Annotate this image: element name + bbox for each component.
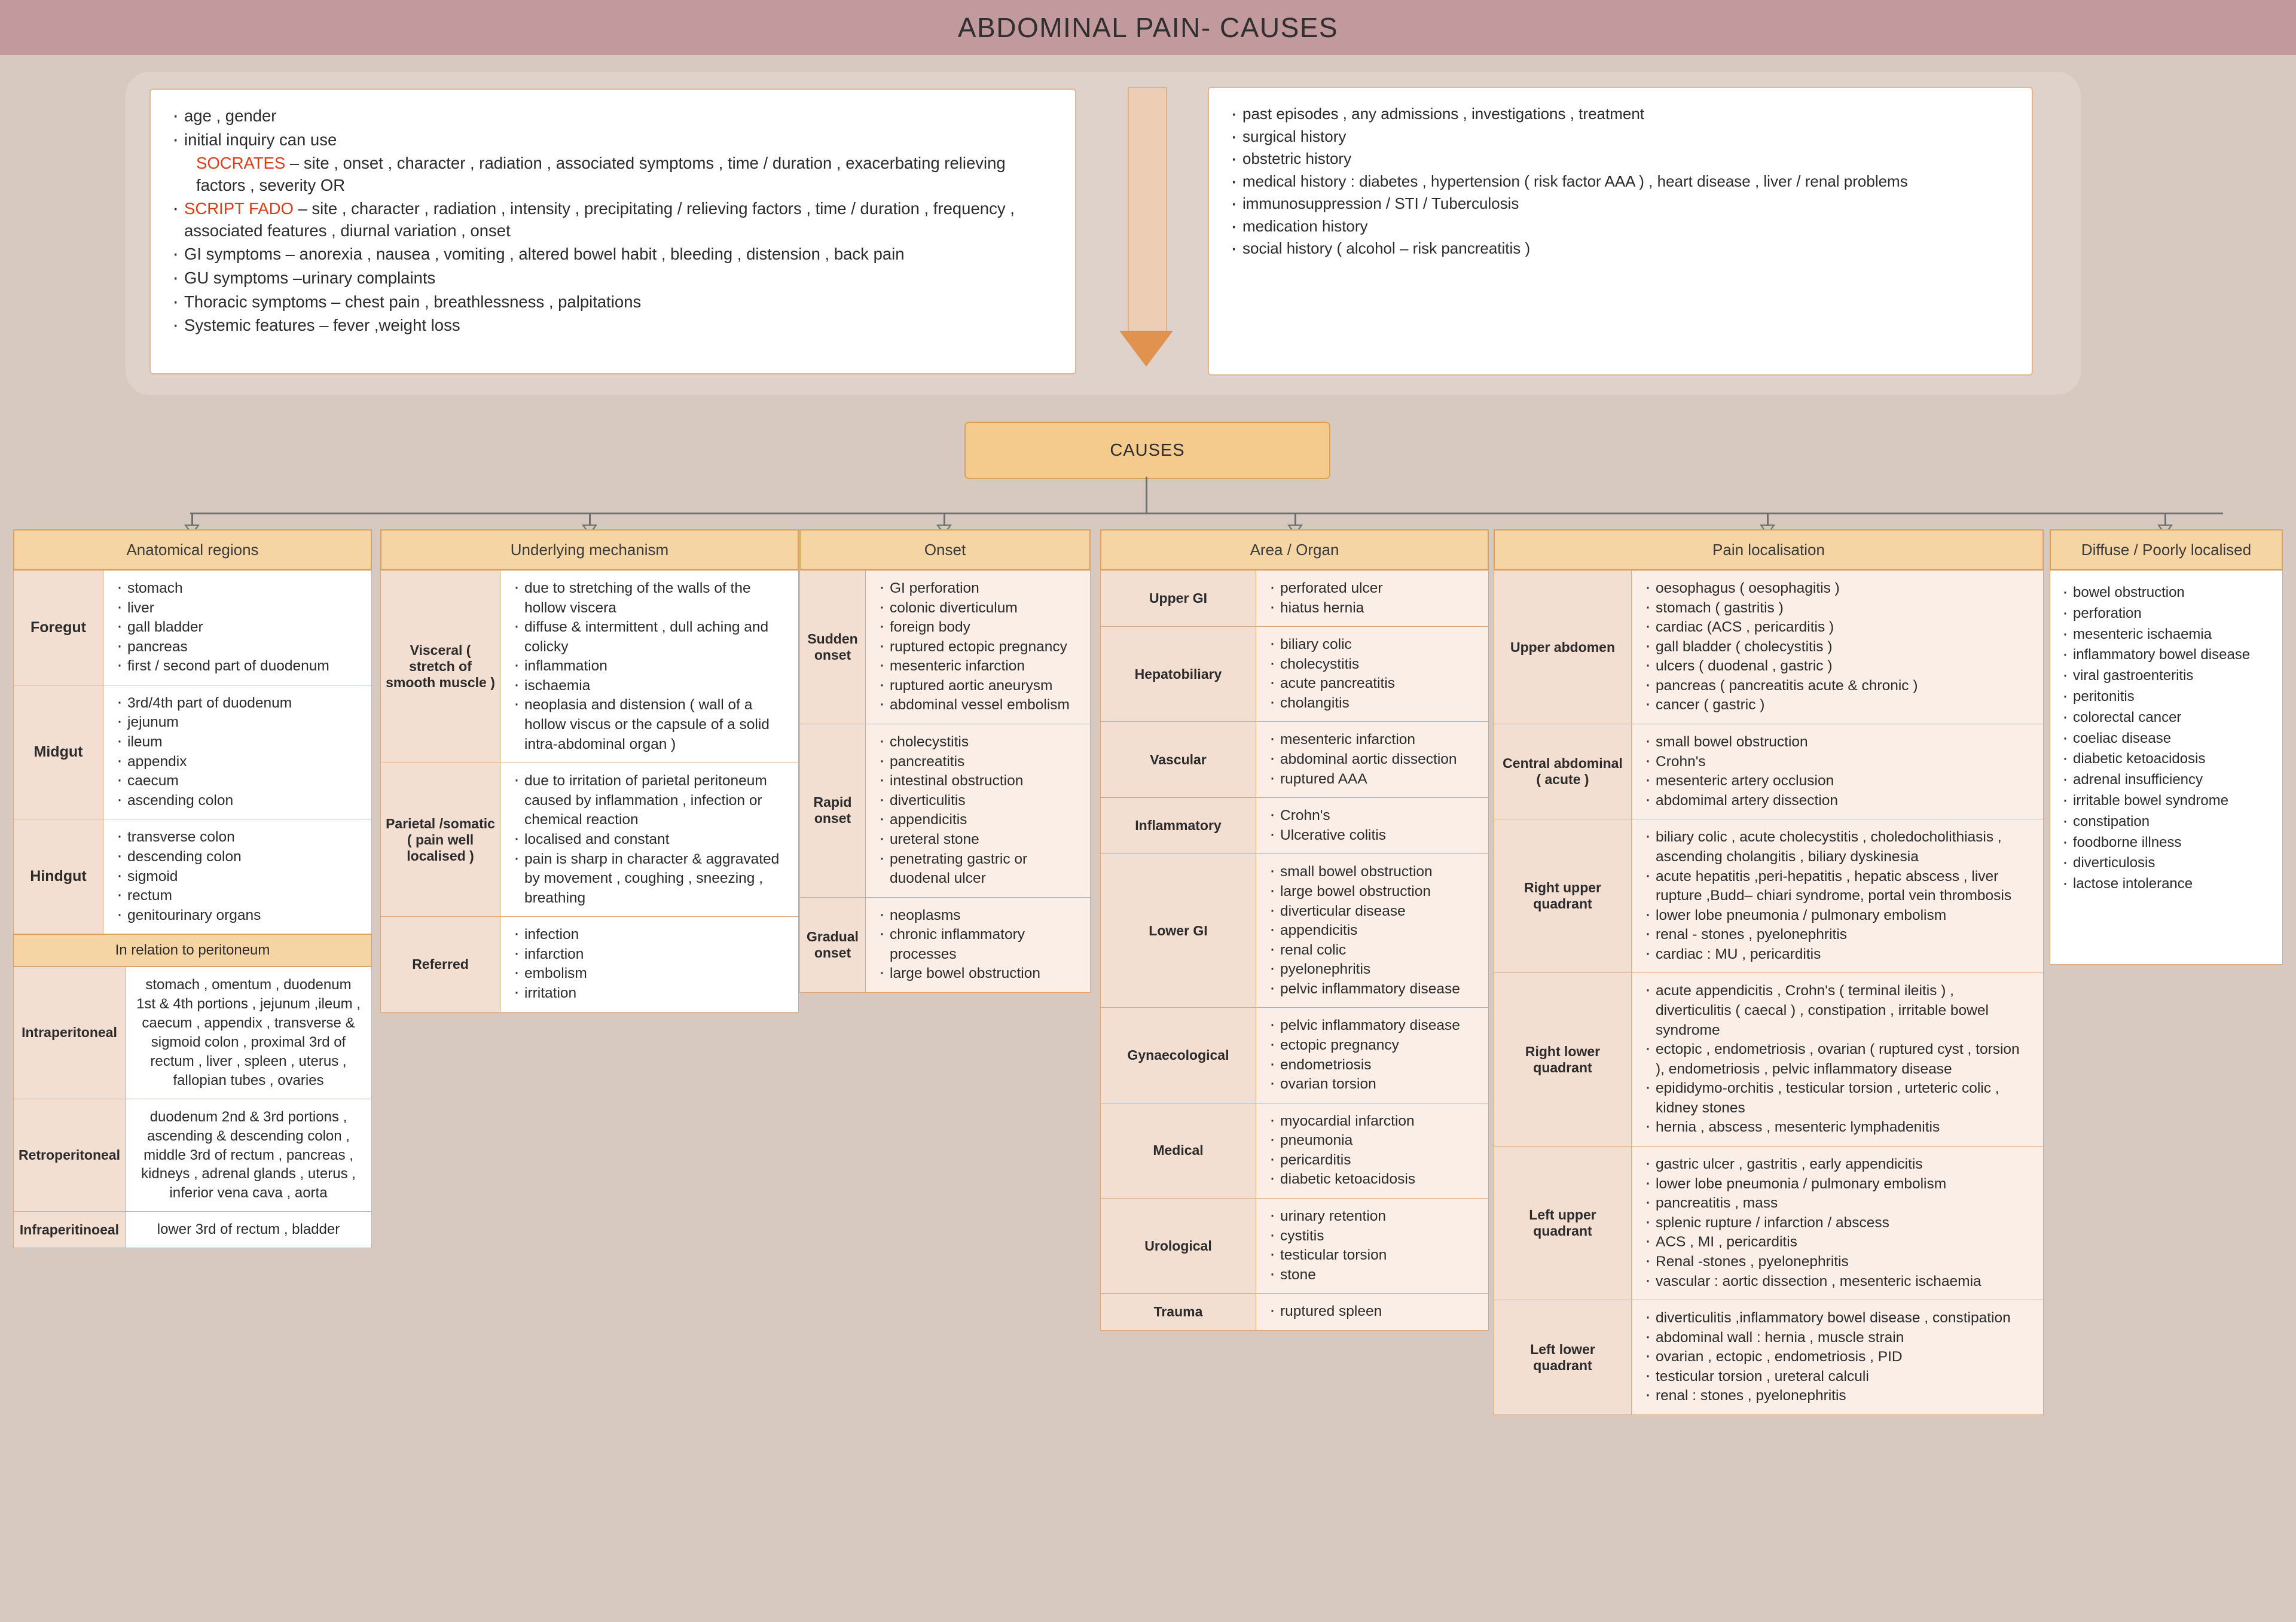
causes-label: CAUSES <box>1110 440 1185 460</box>
history-right-list <box>1227 103 2014 259</box>
row-content <box>1256 798 1489 854</box>
row-content <box>1632 1147 2044 1300</box>
list-item: · diabetic ketoacidosis <box>1267 1170 1477 1190</box>
list-item: · gall bladder ( cholecystitis ) <box>1642 638 2032 657</box>
list-item: · cardiac (ACS , pericarditis ) <box>1642 618 2032 638</box>
list-item: · abdominal aortic dissection <box>1267 750 1477 770</box>
list-item: · large bowel obstruction <box>1267 882 1477 902</box>
list-item: · ovarian , ectopic , endometriosis , PID <box>1642 1347 2032 1367</box>
list-item: · ectopic pregnancy <box>1267 1036 1477 1056</box>
list-item: · pancreatitis <box>877 752 1079 772</box>
table-row <box>14 967 372 1099</box>
list-item: · 3rd/4th part of duodenum <box>114 694 361 714</box>
row-label: Medical <box>1101 1103 1256 1198</box>
row-content <box>500 571 799 763</box>
column-underlying-mechanism <box>380 529 799 1013</box>
list-item: · ureteral stone <box>877 830 1079 850</box>
row-content <box>1256 571 1489 627</box>
list-item: · diabetic ketoacidosis <box>2062 748 2206 769</box>
mechanism-table <box>380 570 799 1013</box>
row-label: Referred <box>381 917 500 1012</box>
column-header-anatomical: Anatomical regions <box>13 529 372 570</box>
list-item: · mesenteric ischaemia <box>2062 623 2212 644</box>
anatomical-table <box>13 570 372 934</box>
row-label: Right upper quadrant <box>1494 819 1632 973</box>
column-header-diffuse: Diffuse / Poorly localised <box>2050 529 2283 570</box>
history-left-box <box>149 89 1076 374</box>
row-label: Intraperitoneal <box>14 967 126 1099</box>
list-item: · small bowel obstruction <box>1642 733 2032 752</box>
list-item: · descending colon <box>114 847 361 867</box>
list-item: · splenic rupture / infarction / abscess <box>1642 1214 2032 1233</box>
list-item: · renal : stones , pyelonephritis <box>1642 1386 2032 1406</box>
history-item: · age , gender <box>169 105 1057 127</box>
list-item: · vascular : aortic dissection , mesenteric ischaemia <box>1642 1272 2032 1292</box>
list-item: · ovarian torsion <box>1267 1075 1477 1094</box>
row-label: Left lower quadrant <box>1494 1300 1632 1415</box>
list-item: · ulcers ( duodenal , gastric ) <box>1642 657 2032 676</box>
list-item: · sigmoid <box>114 867 361 887</box>
list-item: · constipation <box>2062 810 2150 831</box>
history-item: SOCRATES – site , onset , character , radiation , associated symptoms , time / duration , exacerbating relieving factors , severity OR <box>196 154 1006 194</box>
list-item: · acute appendicitis , Crohn's ( terminal ileitis ) , diverticulitis ( caecal ) , constipation , irritable bowel syndrome <box>1642 981 2032 1040</box>
list-item: · transverse colon <box>114 828 361 847</box>
table-row <box>1494 973 2044 1147</box>
list-item: · biliary colic <box>1267 635 1477 655</box>
table-row <box>381 917 799 1012</box>
connector-drop-4 <box>1294 513 1296 526</box>
row-content <box>1256 1008 1489 1103</box>
list-item: · diverticulosis <box>2062 852 2155 873</box>
list-item: · diffuse & intermittent , dull aching and colicky <box>511 618 787 657</box>
table-row <box>800 571 1091 724</box>
list-item: · gall bladder <box>114 618 361 638</box>
list-item: · colorectal cancer <box>2062 706 2182 727</box>
list-item: · abdominal vessel embolism <box>877 696 1079 715</box>
list-item: · inflammatory bowel disease <box>2062 644 2251 664</box>
history-item: · past episodes , any admissions , investigations , treatment <box>1227 103 2014 124</box>
list-item: · perforated ulcer <box>1267 579 1477 599</box>
list-item: · infarction <box>511 945 787 965</box>
column-header-area-organ: Area / Organ <box>1100 529 1489 570</box>
causes-node <box>964 422 1330 479</box>
list-item: · endometriosis <box>1267 1056 1477 1075</box>
list-item: · due to stretching of the walls of the hollow viscera <box>511 579 787 618</box>
row-label: Right lower quadrant <box>1494 973 1632 1147</box>
list-item: · neoplasia and distension ( wall of a hollow viscus or the capsule of a solid intra-abdominal organ ) <box>511 696 787 754</box>
list-item: · appendicitis <box>1267 921 1477 941</box>
row-content <box>500 917 799 1012</box>
onset-table <box>799 570 1091 993</box>
row-content: lower 3rd of rectum , bladder <box>125 1212 371 1248</box>
list-item: · pancreas ( pancreatitis acute & chronic ) <box>1642 676 2032 696</box>
list-item: · testicular torsion , ureteral calculi <box>1642 1367 2032 1387</box>
flow-arrow-down-icon <box>1119 87 1173 374</box>
column-header-onset: Onset <box>799 529 1091 570</box>
history-item: · initial inquiry can use <box>169 129 1057 151</box>
table-row <box>1494 1147 2044 1300</box>
row-content <box>500 763 799 917</box>
row-content <box>1256 1103 1489 1198</box>
list-item: · myocardial infarction <box>1267 1112 1477 1132</box>
row-content: duodenum 2nd & 3rd portions , ascending & descending colon , middle 3rd of rectum , pancreas , kidneys , adrenal glands , uterus , inferior vena cava , aorta <box>125 1099 371 1212</box>
list-item: · ACS , MI , pericarditis <box>1642 1233 2032 1252</box>
list-item: · foreign body <box>877 618 1079 638</box>
list-item: · viral gastroenteritis <box>2062 665 2194 685</box>
list-item: · irritation <box>511 984 787 1004</box>
list-item: · first / second part of duodenum <box>114 657 361 676</box>
list-item: · pelvic inflammatory disease <box>1267 1016 1477 1036</box>
list-item: · perforation <box>2062 602 2142 623</box>
list-item: · rectum <box>114 886 361 906</box>
list-item: · ruptured aortic aneurysm <box>877 676 1079 696</box>
row-content <box>866 571 1091 724</box>
list-item: · lactose intolerance <box>2062 873 2193 894</box>
row-content: stomach , omentum , duodenum 1st & 4th portions , jejunum ,ileum , caecum , appendix , transverse & sigmoid colon , proximal 3rd of rectum , liver , spleen , uterus , fallopian tubes , ovaries <box>125 967 371 1099</box>
connector-horizontal-bus <box>190 513 2223 514</box>
list-item: · ascending colon <box>114 791 361 811</box>
list-item: · ruptured AAA <box>1267 770 1477 789</box>
row-label: Midgut <box>14 685 103 819</box>
row-content <box>866 897 1091 992</box>
row-content <box>103 685 372 819</box>
list-item: · mesenteric infarction <box>877 657 1079 676</box>
history-item: · medical history : diabetes , hypertension ( risk factor AAA ) , heart disease , liver / renal problems <box>1227 171 2014 192</box>
table-row <box>1101 571 1489 627</box>
history-item: · obstetric history <box>1227 148 2014 169</box>
list-item: · cholecystitis <box>1267 655 1477 675</box>
table-row <box>14 1099 372 1212</box>
row-label: Parietal /somatic ( pain well localised ) <box>381 763 500 917</box>
page-title: ABDOMINAL PAIN- CAUSES <box>957 12 1339 43</box>
list-item: · biliary colic , acute cholecystitis , choledocholithiasis , ascending cholangitis , biliary dyskinesia <box>1642 828 2032 867</box>
row-label: Inflammatory <box>1101 798 1256 854</box>
connector-drop-2 <box>589 513 591 526</box>
table-row <box>14 1212 372 1248</box>
row-content <box>1632 571 2044 724</box>
list-item: · cystitis <box>1267 1227 1477 1246</box>
list-item: · renal - stones , pyelonephritis <box>1642 925 2032 945</box>
column-header-pain-localisation: Pain localisation <box>1494 529 2044 570</box>
list-item: · diverticulitis ,inflammatory bowel disease , constipation <box>1642 1309 2032 1328</box>
list-item: · hiatus hernia <box>1267 599 1477 618</box>
row-label: Gynaecological <box>1101 1008 1256 1103</box>
list-item: · testicular torsion <box>1267 1246 1477 1266</box>
history-left-list <box>169 105 1057 337</box>
row-label: Left upper quadrant <box>1494 1147 1632 1300</box>
list-item: · due to irritation of parietal peritoneum caused by inflammation , infection or chemical reaction <box>511 772 787 830</box>
row-content <box>1632 724 2044 819</box>
table-row <box>1101 1103 1489 1198</box>
row-content <box>1632 973 2044 1147</box>
history-item: · GU symptoms –urinary complaints <box>169 267 1057 289</box>
connector-drop-6 <box>2164 513 2166 526</box>
row-label: Central abdominal ( acute ) <box>1494 724 1632 819</box>
table-row <box>1494 819 2044 973</box>
row-content <box>1632 1300 2044 1415</box>
list-item: · ruptured ectopic pregnancy <box>877 638 1079 657</box>
list-item: · stomach ( gastritis ) <box>1642 599 2032 618</box>
table-row <box>381 571 799 763</box>
history-item: · SCRIPT FADO – site , character , radiation , intensity , precipitating / relieving factors , time / duration , frequency , associated features , diurnal variation , onset <box>169 198 1057 242</box>
list-item: · Renal -stones , pyelonephritis <box>1642 1252 2032 1272</box>
table-row <box>1101 798 1489 854</box>
list-item: · irritable bowel syndrome <box>2062 789 2229 810</box>
history-item: · medication history <box>1227 216 2014 237</box>
list-item: · infection <box>511 925 787 945</box>
pain-localisation-table <box>1494 570 2044 1415</box>
column-anatomical-regions <box>13 529 372 1248</box>
list-item: · embolism <box>511 964 787 984</box>
table-row <box>14 571 372 685</box>
list-item: · gastric ulcer , gastritis , early appendicitis <box>1642 1155 2032 1175</box>
row-content <box>1256 854 1489 1008</box>
table-row <box>1494 1300 2044 1415</box>
page-title-bar <box>0 0 2296 55</box>
list-item: · urinary retention <box>1267 1207 1477 1227</box>
row-label: Sudden onset <box>800 571 866 724</box>
list-item: · GI perforation <box>877 579 1079 599</box>
list-item: · adrenal insufficiency <box>2062 769 2203 789</box>
list-item: · cancer ( gastric ) <box>1642 696 2032 715</box>
row-content <box>1256 1294 1489 1331</box>
list-item: · pericarditis <box>1267 1151 1477 1170</box>
connector-vertical <box>1146 477 1147 513</box>
row-content <box>1256 1199 1489 1294</box>
list-item: · foodborne illness <box>2062 831 2182 852</box>
list-item: · abdomimal artery dissection <box>1642 791 2032 811</box>
connector-drop-5 <box>1767 513 1769 526</box>
highlight-term: SOCRATES <box>196 154 286 173</box>
list-item: · bowel obstruction <box>2062 582 2185 602</box>
row-label: Lower GI <box>1101 854 1256 1008</box>
row-label: Urological <box>1101 1199 1256 1294</box>
table-row <box>14 819 372 934</box>
list-item: · stone <box>1267 1266 1477 1285</box>
history-item: · Thoracic symptoms – chest pain , breathlessness , palpitations <box>169 291 1057 313</box>
column-header-mechanism: Underlying mechanism <box>380 529 799 570</box>
table-row <box>14 685 372 819</box>
list-item: · ischaemia <box>511 676 787 696</box>
list-item: · Crohn's <box>1267 806 1477 826</box>
row-content <box>103 571 372 685</box>
list-item: · pancreas <box>114 638 361 657</box>
row-label: Vascular <box>1101 722 1256 798</box>
row-label: Hindgut <box>14 819 103 934</box>
history-item: · Systemic features – fever ,weight loss <box>169 315 1057 337</box>
area-organ-table <box>1100 570 1489 1331</box>
list-item: · diverticulitis <box>877 791 1079 811</box>
row-content <box>103 819 372 934</box>
table-row <box>800 724 1091 898</box>
row-label: Gradual onset <box>800 897 866 992</box>
list-item: · lower lobe pneumonia / pulmonary embolism <box>1642 906 2032 926</box>
list-item: · acute hepatitis ,peri-hepatitis , hepatic abscess , liver rupture ,Budd– chiari syndrome, portal vein thrombosis <box>1642 867 2032 906</box>
table-row <box>1494 571 2044 724</box>
history-item: · surgical history <box>1227 126 2014 147</box>
history-item: · social history ( alcohol – risk pancreatitis ) <box>1227 238 2014 259</box>
list-item: · small bowel obstruction <box>1267 862 1477 882</box>
row-label: Hepatobiliary <box>1101 627 1256 722</box>
column-onset <box>799 529 1091 993</box>
peritoneum-table <box>13 967 372 1248</box>
list-item: · hernia , abscess , mesenteric lymphadenitis <box>1642 1118 2032 1138</box>
list-item: · caecum <box>114 772 361 791</box>
list-item: · Ulcerative colitis <box>1267 826 1477 846</box>
list-item: · pain is sharp in character & aggravated by movement , coughing , sneezing , breathing <box>511 850 787 908</box>
list-item: · pneumonia <box>1267 1131 1477 1151</box>
list-item: · liver <box>114 599 361 618</box>
list-item: · colonic diverticulum <box>877 599 1079 618</box>
list-item: · acute pancreatitis <box>1267 674 1477 694</box>
list-item: · jejunum <box>114 713 361 733</box>
row-label: Trauma <box>1101 1294 1256 1331</box>
list-item: · pelvic inflammatory disease <box>1267 980 1477 999</box>
table-row <box>1101 1199 1489 1294</box>
list-item: · pancreatitis , mass <box>1642 1194 2032 1214</box>
peritoneum-band: In relation to peritoneum <box>13 934 372 967</box>
table-row <box>1101 627 1489 722</box>
table-row <box>381 763 799 917</box>
connector-drop-1 <box>191 513 193 526</box>
table-row <box>1101 722 1489 798</box>
list-item: · neoplasms <box>877 906 1079 926</box>
list-item: · oesophagus ( oesophagitis ) <box>1642 579 2032 599</box>
row-label: Retroperitoneal <box>14 1099 126 1212</box>
row-content <box>866 724 1091 898</box>
list-item: · localised and constant <box>511 830 787 850</box>
list-item: · inflammation <box>511 657 787 676</box>
list-item: · appendicitis <box>877 810 1079 830</box>
list-item: · cholecystitis <box>877 733 1079 752</box>
list-item: · ruptured spleen <box>1267 1302 1477 1322</box>
row-label: Rapid onset <box>800 724 866 898</box>
list-item: · appendix <box>114 752 361 772</box>
list-item: · renal colic <box>1267 941 1477 961</box>
row-label: Upper abdomen <box>1494 571 1632 724</box>
list-item: · ileum <box>114 733 361 752</box>
row-label: Visceral ( stretch of smooth muscle ) <box>381 571 500 763</box>
list-item: · penetrating gastric or duodenal ulcer <box>877 850 1079 889</box>
list-item: · chronic inflammatory processes <box>877 925 1079 964</box>
list-item: · stomach <box>114 579 361 599</box>
row-label: Upper GI <box>1101 571 1256 627</box>
table-row <box>1101 854 1489 1008</box>
list-item: · genitourinary organs <box>114 906 361 926</box>
list-item: · mesenteric artery occlusion <box>1642 772 2032 791</box>
row-content <box>1632 819 2044 973</box>
row-label: Foregut <box>14 571 103 685</box>
list-item: · cholangitis <box>1267 694 1477 714</box>
list-item: · cardiac : MU , pericarditis <box>1642 945 2032 965</box>
list-item: · pyelonephritis <box>1267 960 1477 980</box>
column-diffuse <box>2050 529 2283 965</box>
column-pain-localisation <box>1494 529 2044 1415</box>
list-item: · diverticular disease <box>1267 902 1477 922</box>
list-item: · Crohn's <box>1642 752 2032 772</box>
list-item: · mesenteric infarction <box>1267 730 1477 750</box>
table-row <box>800 897 1091 992</box>
history-item: · immunosuppression / STI / Tuberculosis <box>1227 193 2014 214</box>
table-row <box>1101 1294 1489 1331</box>
column-area-organ <box>1100 529 1489 1331</box>
list-item: · lower lobe pneumonia / pulmonary embolism <box>1642 1175 2032 1194</box>
list-item: · epididymo-orchitis , testicular torsion , urteteric colic , kidney stones <box>1642 1079 2032 1118</box>
list-item: · coeliac disease <box>2062 727 2172 748</box>
row-content <box>1256 627 1489 722</box>
highlight-term: SCRIPT FADO <box>184 199 294 218</box>
table-row <box>1494 724 2044 819</box>
list-item: · intestinal obstruction <box>877 772 1079 791</box>
list-item: · large bowel obstruction <box>877 964 1079 984</box>
list-item: · abdominal wall : hernia , muscle strain <box>1642 1328 2032 1348</box>
history-right-box <box>1208 87 2033 376</box>
row-label: Infraperitinoeal <box>14 1212 126 1248</box>
table-row <box>1101 1008 1489 1103</box>
list-item: · ectopic , endometriosis , ovarian ( ruptured cyst , torsion ), endometriosis , pelvic inflammatory disease <box>1642 1040 2032 1079</box>
row-content <box>1256 722 1489 798</box>
diffuse-list <box>2060 583 2273 895</box>
history-item: · GI symptoms – anorexia , nausea , vomiting , altered bowel habit , bleeding , distension , back pain <box>169 243 1057 266</box>
connector-drop-3 <box>944 513 945 526</box>
diffuse-list-box <box>2050 570 2283 965</box>
list-item: · peritonitis <box>2062 685 2135 706</box>
